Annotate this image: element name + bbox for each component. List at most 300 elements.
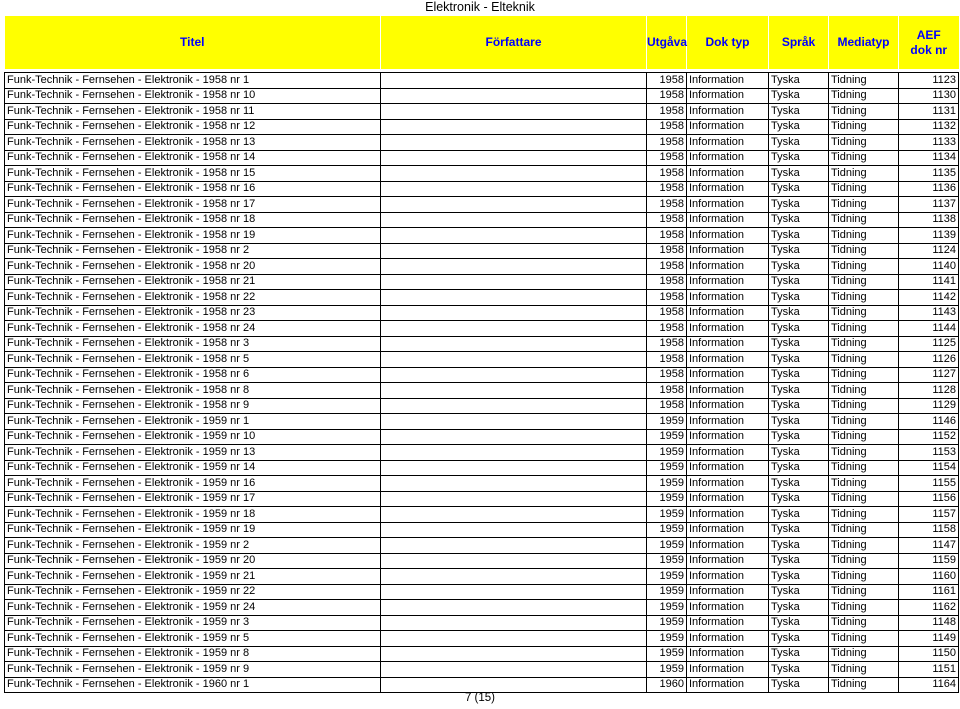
cell-utgava: 1959 <box>647 615 687 631</box>
cell-sprak: Tyska <box>769 553 829 569</box>
cell-mediatyp: Tidning <box>829 197 899 213</box>
cell-sprak: Tyska <box>769 150 829 166</box>
cell-mediatyp: Tidning <box>829 507 899 523</box>
cell-utgava: 1958 <box>647 305 687 321</box>
cell-sprak: Tyska <box>769 445 829 461</box>
cell-utgava: 1959 <box>647 569 687 585</box>
cell-doktyp: Information <box>687 228 769 244</box>
cell-forfattare <box>381 352 647 368</box>
cell-utgava: 1959 <box>647 646 687 662</box>
cell-sprak: Tyska <box>769 243 829 259</box>
cell-mediatyp: Tidning <box>829 274 899 290</box>
cell-mediatyp: Tidning <box>829 243 899 259</box>
cell-titel: Funk-Technik - Fernsehen - Elektronik - 1959 nr 9 <box>5 662 381 678</box>
cell-aef-dok-nr: 1132 <box>899 119 959 135</box>
cell-mediatyp: Tidning <box>829 522 899 538</box>
cell-aef-dok-nr: 1140 <box>899 259 959 275</box>
cell-titel: Funk-Technik - Fernsehen - Elektronik - 1958 nr 10 <box>5 88 381 104</box>
cell-mediatyp: Tidning <box>829 429 899 445</box>
cell-aef-dok-nr: 1159 <box>899 553 959 569</box>
cell-mediatyp: Tidning <box>829 615 899 631</box>
cell-doktyp: Information <box>687 491 769 507</box>
cell-mediatyp: Tidning <box>829 367 899 383</box>
cell-aef-dok-nr: 1135 <box>899 166 959 182</box>
cell-titel: Funk-Technik - Fernsehen - Elektronik - 1958 nr 18 <box>5 212 381 228</box>
cell-aef-dok-nr: 1125 <box>899 336 959 352</box>
cell-aef-dok-nr: 1146 <box>899 414 959 430</box>
cell-aef-dok-nr: 1126 <box>899 352 959 368</box>
cell-forfattare <box>381 553 647 569</box>
cell-forfattare <box>381 522 647 538</box>
cell-doktyp: Information <box>687 569 769 585</box>
cell-doktyp: Information <box>687 631 769 647</box>
table-row <box>5 460 959 476</box>
cell-utgava: 1959 <box>647 507 687 523</box>
cell-aef-dok-nr: 1124 <box>899 243 959 259</box>
cell-titel: Funk-Technik - Fernsehen - Elektronik - 1958 nr 1 <box>5 73 381 89</box>
cell-utgava: 1959 <box>647 414 687 430</box>
cell-titel: Funk-Technik - Fernsehen - Elektronik - 1958 nr 15 <box>5 166 381 182</box>
table-row <box>5 600 959 616</box>
cell-titel: Funk-Technik - Fernsehen - Elektronik - 1958 nr 5 <box>5 352 381 368</box>
cell-utgava: 1958 <box>647 135 687 151</box>
cell-forfattare <box>381 615 647 631</box>
cell-forfattare <box>381 445 647 461</box>
cell-titel: Funk-Technik - Fernsehen - Elektronik - 1958 nr 9 <box>5 398 381 414</box>
cell-doktyp: Information <box>687 553 769 569</box>
cell-utgava: 1958 <box>647 212 687 228</box>
cell-titel: Funk-Technik - Fernsehen - Elektronik - 1958 nr 16 <box>5 181 381 197</box>
cell-titel: Funk-Technik - Fernsehen - Elektronik - 1959 nr 18 <box>5 507 381 523</box>
cell-forfattare <box>381 104 647 120</box>
cell-titel: Funk-Technik - Fernsehen - Elektronik - 1959 nr 17 <box>5 491 381 507</box>
cell-doktyp: Information <box>687 166 769 182</box>
cell-aef-dok-nr: 1154 <box>899 460 959 476</box>
table-row <box>5 367 959 383</box>
cell-mediatyp: Tidning <box>829 445 899 461</box>
cell-aef-dok-nr: 1157 <box>899 507 959 523</box>
cell-doktyp: Information <box>687 507 769 523</box>
cell-forfattare <box>381 367 647 383</box>
cell-forfattare <box>381 181 647 197</box>
table-row <box>5 491 959 507</box>
cell-forfattare <box>381 476 647 492</box>
column-header-sprak: Språk <box>769 16 829 69</box>
table-row <box>5 445 959 461</box>
column-header-mediatyp: Mediatyp <box>829 16 899 69</box>
cell-titel: Funk-Technik - Fernsehen - Elektronik - 1958 nr 23 <box>5 305 381 321</box>
cell-mediatyp: Tidning <box>829 414 899 430</box>
cell-titel: Funk-Technik - Fernsehen - Elektronik - 1959 nr 1 <box>5 414 381 430</box>
cell-doktyp: Information <box>687 197 769 213</box>
cell-utgava: 1958 <box>647 383 687 399</box>
cell-titel: Funk-Technik - Fernsehen - Elektronik - 1959 nr 22 <box>5 584 381 600</box>
cell-forfattare <box>381 460 647 476</box>
cell-mediatyp: Tidning <box>829 553 899 569</box>
cell-aef-dok-nr: 1138 <box>899 212 959 228</box>
cell-aef-dok-nr: 1143 <box>899 305 959 321</box>
cell-doktyp: Information <box>687 445 769 461</box>
cell-forfattare <box>381 135 647 151</box>
cell-mediatyp: Tidning <box>829 677 899 693</box>
table-row <box>5 166 959 182</box>
cell-sprak: Tyska <box>769 259 829 275</box>
cell-utgava: 1959 <box>647 600 687 616</box>
table-row <box>5 119 959 135</box>
cell-forfattare <box>381 507 647 523</box>
cell-titel: Funk-Technik - Fernsehen - Elektronik - 1958 nr 21 <box>5 274 381 290</box>
cell-doktyp: Information <box>687 662 769 678</box>
cell-aef-dok-nr: 1153 <box>899 445 959 461</box>
cell-forfattare <box>381 119 647 135</box>
table-row <box>5 274 959 290</box>
cell-mediatyp: Tidning <box>829 104 899 120</box>
cell-forfattare <box>381 88 647 104</box>
cell-forfattare <box>381 646 647 662</box>
table-row <box>5 181 959 197</box>
cell-aef-dok-nr: 1137 <box>899 197 959 213</box>
cell-sprak: Tyska <box>769 88 829 104</box>
cell-mediatyp: Tidning <box>829 135 899 151</box>
cell-sprak: Tyska <box>769 119 829 135</box>
cell-titel: Funk-Technik - Fernsehen - Elektronik - 1959 nr 14 <box>5 460 381 476</box>
cell-aef-dok-nr: 1147 <box>899 538 959 554</box>
cell-forfattare <box>381 290 647 306</box>
cell-utgava: 1958 <box>647 367 687 383</box>
table-row <box>5 383 959 399</box>
cell-aef-dok-nr: 1139 <box>899 228 959 244</box>
cell-forfattare <box>381 336 647 352</box>
cell-mediatyp: Tidning <box>829 631 899 647</box>
cell-utgava: 1959 <box>647 476 687 492</box>
cell-forfattare <box>381 197 647 213</box>
cell-doktyp: Information <box>687 274 769 290</box>
cell-doktyp: Information <box>687 305 769 321</box>
table-row <box>5 646 959 662</box>
cell-sprak: Tyska <box>769 367 829 383</box>
cell-mediatyp: Tidning <box>829 476 899 492</box>
cell-forfattare <box>381 243 647 259</box>
cell-forfattare <box>381 305 647 321</box>
cell-titel: Funk-Technik - Fernsehen - Elektronik - 1959 nr 5 <box>5 631 381 647</box>
table-row <box>5 615 959 631</box>
cell-mediatyp: Tidning <box>829 212 899 228</box>
cell-aef-dok-nr: 1136 <box>899 181 959 197</box>
table-row <box>5 631 959 647</box>
table-row <box>5 538 959 554</box>
cell-forfattare <box>381 166 647 182</box>
table-row <box>5 88 959 104</box>
cell-doktyp: Information <box>687 538 769 554</box>
cell-doktyp: Information <box>687 646 769 662</box>
table-row <box>5 135 959 151</box>
cell-aef-dok-nr: 1144 <box>899 321 959 337</box>
column-header-doktyp: Dok typ <box>687 16 769 69</box>
table-row <box>5 197 959 213</box>
cell-sprak: Tyska <box>769 677 829 693</box>
cell-doktyp: Information <box>687 522 769 538</box>
cell-titel: Funk-Technik - Fernsehen - Elektronik - 1958 nr 12 <box>5 119 381 135</box>
cell-mediatyp: Tidning <box>829 584 899 600</box>
cell-utgava: 1958 <box>647 259 687 275</box>
cell-forfattare <box>381 398 647 414</box>
cell-sprak: Tyska <box>769 321 829 337</box>
cell-aef-dok-nr: 1134 <box>899 150 959 166</box>
cell-doktyp: Information <box>687 414 769 430</box>
cell-titel: Funk-Technik - Fernsehen - Elektronik - 1959 nr 24 <box>5 600 381 616</box>
cell-utgava: 1959 <box>647 584 687 600</box>
cell-doktyp: Information <box>687 321 769 337</box>
cell-sprak: Tyska <box>769 290 829 306</box>
cell-mediatyp: Tidning <box>829 88 899 104</box>
cell-sprak: Tyska <box>769 615 829 631</box>
column-header-aef-dok-nr <box>899 16 959 69</box>
cell-titel: Funk-Technik - Fernsehen - Elektronik - 1959 nr 13 <box>5 445 381 461</box>
cell-titel: Funk-Technik - Fernsehen - Elektronik - 1959 nr 3 <box>5 615 381 631</box>
cell-forfattare <box>381 212 647 228</box>
cell-forfattare <box>381 274 647 290</box>
cell-mediatyp: Tidning <box>829 352 899 368</box>
cell-doktyp: Information <box>687 73 769 89</box>
cell-mediatyp: Tidning <box>829 166 899 182</box>
cell-doktyp: Information <box>687 352 769 368</box>
cell-aef-dok-nr: 1148 <box>899 615 959 631</box>
cell-mediatyp: Tidning <box>829 150 899 166</box>
table-row <box>5 569 959 585</box>
cell-sprak: Tyska <box>769 135 829 151</box>
cell-mediatyp: Tidning <box>829 538 899 554</box>
cell-aef-dok-nr: 1160 <box>899 569 959 585</box>
cell-sprak: Tyska <box>769 507 829 523</box>
table-row <box>5 398 959 414</box>
cell-doktyp: Information <box>687 584 769 600</box>
cell-utgava: 1958 <box>647 166 687 182</box>
cell-titel: Funk-Technik - Fernsehen - Elektronik - 1959 nr 21 <box>5 569 381 585</box>
cell-doktyp: Information <box>687 476 769 492</box>
cell-sprak: Tyska <box>769 600 829 616</box>
table-row <box>5 150 959 166</box>
page-number: 7 (15) <box>464 692 496 704</box>
table-row <box>5 321 959 337</box>
cell-mediatyp: Tidning <box>829 305 899 321</box>
cell-aef-dok-nr: 1133 <box>899 135 959 151</box>
table-row <box>5 414 959 430</box>
table-body <box>5 73 959 693</box>
cell-aef-dok-nr: 1151 <box>899 662 959 678</box>
cell-mediatyp: Tidning <box>829 321 899 337</box>
cell-forfattare <box>381 429 647 445</box>
cell-doktyp: Information <box>687 135 769 151</box>
cell-doktyp: Information <box>687 119 769 135</box>
cell-aef-dok-nr: 1161 <box>899 584 959 600</box>
cell-sprak: Tyska <box>769 429 829 445</box>
cell-utgava: 1960 <box>647 677 687 693</box>
cell-mediatyp: Tidning <box>829 73 899 89</box>
cell-doktyp: Information <box>687 383 769 399</box>
cell-utgava: 1959 <box>647 538 687 554</box>
cell-utgava: 1959 <box>647 491 687 507</box>
page-title: Elektronik - Elteknik <box>425 0 535 14</box>
cell-aef-dok-nr: 1128 <box>899 383 959 399</box>
cell-mediatyp: Tidning <box>829 181 899 197</box>
cell-aef-dok-nr: 1156 <box>899 491 959 507</box>
cell-doktyp: Information <box>687 290 769 306</box>
cell-mediatyp: Tidning <box>829 383 899 399</box>
cell-forfattare <box>381 600 647 616</box>
cell-sprak: Tyska <box>769 352 829 368</box>
cell-sprak: Tyska <box>769 491 829 507</box>
cell-forfattare <box>381 150 647 166</box>
cell-sprak: Tyska <box>769 476 829 492</box>
cell-sprak: Tyska <box>769 584 829 600</box>
cell-aef-dok-nr: 1141 <box>899 274 959 290</box>
table-row <box>5 290 959 306</box>
cell-utgava: 1958 <box>647 73 687 89</box>
table-row <box>5 243 959 259</box>
cell-aef-dok-nr: 1131 <box>899 104 959 120</box>
cell-titel: Funk-Technik - Fernsehen - Elektronik - 1959 nr 10 <box>5 429 381 445</box>
cell-doktyp: Information <box>687 181 769 197</box>
cell-aef-dok-nr: 1127 <box>899 367 959 383</box>
cell-sprak: Tyska <box>769 522 829 538</box>
cell-doktyp: Information <box>687 259 769 275</box>
cell-aef-dok-nr: 1129 <box>899 398 959 414</box>
cell-mediatyp: Tidning <box>829 119 899 135</box>
cell-forfattare <box>381 569 647 585</box>
table-row <box>5 553 959 569</box>
cell-utgava: 1958 <box>647 352 687 368</box>
cell-titel: Funk-Technik - Fernsehen - Elektronik - 1959 nr 16 <box>5 476 381 492</box>
cell-aef-dok-nr: 1123 <box>899 73 959 89</box>
cell-sprak: Tyska <box>769 569 829 585</box>
cell-utgava: 1959 <box>647 553 687 569</box>
table-row <box>5 662 959 678</box>
cell-sprak: Tyska <box>769 460 829 476</box>
cell-mediatyp: Tidning <box>829 290 899 306</box>
cell-doktyp: Information <box>687 677 769 693</box>
table-row <box>5 73 959 89</box>
cell-sprak: Tyska <box>769 398 829 414</box>
cell-sprak: Tyska <box>769 104 829 120</box>
cell-aef-dok-nr: 1142 <box>899 290 959 306</box>
aef-header-line1: AEF <box>916 27 941 42</box>
cell-mediatyp: Tidning <box>829 600 899 616</box>
cell-forfattare <box>381 677 647 693</box>
cell-titel: Funk-Technik - Fernsehen - Elektronik - 1959 nr 2 <box>5 538 381 554</box>
cell-mediatyp: Tidning <box>829 646 899 662</box>
cell-forfattare <box>381 383 647 399</box>
cell-titel: Funk-Technik - Fernsehen - Elektronik - 1958 nr 6 <box>5 367 381 383</box>
cell-doktyp: Information <box>687 600 769 616</box>
cell-doktyp: Information <box>687 460 769 476</box>
cell-utgava: 1958 <box>647 321 687 337</box>
cell-sprak: Tyska <box>769 646 829 662</box>
cell-forfattare <box>381 538 647 554</box>
cell-sprak: Tyska <box>769 336 829 352</box>
cell-doktyp: Information <box>687 429 769 445</box>
cell-mediatyp: Tidning <box>829 259 899 275</box>
cell-sprak: Tyska <box>769 305 829 321</box>
cell-forfattare <box>381 662 647 678</box>
cell-utgava: 1958 <box>647 228 687 244</box>
table-row <box>5 104 959 120</box>
cell-titel: Funk-Technik - Fernsehen - Elektronik - 1958 nr 22 <box>5 290 381 306</box>
cell-mediatyp: Tidning <box>829 460 899 476</box>
cell-mediatyp: Tidning <box>829 398 899 414</box>
cell-aef-dok-nr: 1162 <box>899 600 959 616</box>
cell-utgava: 1959 <box>647 429 687 445</box>
catalog-table <box>4 16 959 693</box>
cell-mediatyp: Tidning <box>829 228 899 244</box>
table-row <box>5 507 959 523</box>
cell-mediatyp: Tidning <box>829 662 899 678</box>
cell-titel: Funk-Technik - Fernsehen - Elektronik - 1958 nr 8 <box>5 383 381 399</box>
column-header-utgava: Utgåva <box>647 16 687 69</box>
cell-utgava: 1959 <box>647 631 687 647</box>
table-row <box>5 212 959 228</box>
cell-utgava: 1958 <box>647 104 687 120</box>
cell-sprak: Tyska <box>769 383 829 399</box>
cell-sprak: Tyska <box>769 414 829 430</box>
table-row <box>5 352 959 368</box>
cell-doktyp: Information <box>687 615 769 631</box>
cell-forfattare <box>381 491 647 507</box>
cell-doktyp: Information <box>687 367 769 383</box>
cell-sprak: Tyska <box>769 197 829 213</box>
cell-titel: Funk-Technik - Fernsehen - Elektronik - 1959 nr 20 <box>5 553 381 569</box>
cell-utgava: 1958 <box>647 243 687 259</box>
cell-utgava: 1959 <box>647 522 687 538</box>
cell-aef-dok-nr: 1150 <box>899 646 959 662</box>
cell-sprak: Tyska <box>769 631 829 647</box>
cell-titel: Funk-Technik - Fernsehen - Elektronik - 1958 nr 24 <box>5 321 381 337</box>
cell-aef-dok-nr: 1149 <box>899 631 959 647</box>
cell-titel: Funk-Technik - Fernsehen - Elektronik - 1958 nr 17 <box>5 197 381 213</box>
cell-forfattare <box>381 228 647 244</box>
cell-sprak: Tyska <box>769 662 829 678</box>
cell-titel: Funk-Technik - Fernsehen - Elektronik - 1958 nr 19 <box>5 228 381 244</box>
cell-forfattare <box>381 73 647 89</box>
cell-forfattare <box>381 414 647 430</box>
cell-utgava: 1958 <box>647 398 687 414</box>
cell-sprak: Tyska <box>769 228 829 244</box>
cell-utgava: 1959 <box>647 445 687 461</box>
cell-utgava: 1958 <box>647 197 687 213</box>
column-header-titel: Titel <box>5 16 381 69</box>
cell-utgava: 1958 <box>647 88 687 104</box>
cell-aef-dok-nr: 1164 <box>899 677 959 693</box>
cell-titel: Funk-Technik - Fernsehen - Elektronik - 1958 nr 2 <box>5 243 381 259</box>
cell-sprak: Tyska <box>769 274 829 290</box>
cell-doktyp: Information <box>687 104 769 120</box>
cell-aef-dok-nr: 1152 <box>899 429 959 445</box>
cell-doktyp: Information <box>687 398 769 414</box>
cell-doktyp: Information <box>687 212 769 228</box>
cell-utgava: 1959 <box>647 662 687 678</box>
cell-utgava: 1958 <box>647 119 687 135</box>
cell-titel: Funk-Technik - Fernsehen - Elektronik - 1958 nr 14 <box>5 150 381 166</box>
cell-forfattare <box>381 321 647 337</box>
cell-doktyp: Information <box>687 336 769 352</box>
cell-aef-dok-nr: 1130 <box>899 88 959 104</box>
cell-titel: Funk-Technik - Fernsehen - Elektronik - 1958 nr 20 <box>5 259 381 275</box>
cell-sprak: Tyska <box>769 166 829 182</box>
table-row <box>5 677 959 693</box>
cell-titel: Funk-Technik - Fernsehen - Elektronik - 1958 nr 3 <box>5 336 381 352</box>
aef-header-line2: dok nr <box>910 42 948 57</box>
cell-titel: Funk-Technik - Fernsehen - Elektronik - 1958 nr 11 <box>5 104 381 120</box>
cell-doktyp: Information <box>687 243 769 259</box>
